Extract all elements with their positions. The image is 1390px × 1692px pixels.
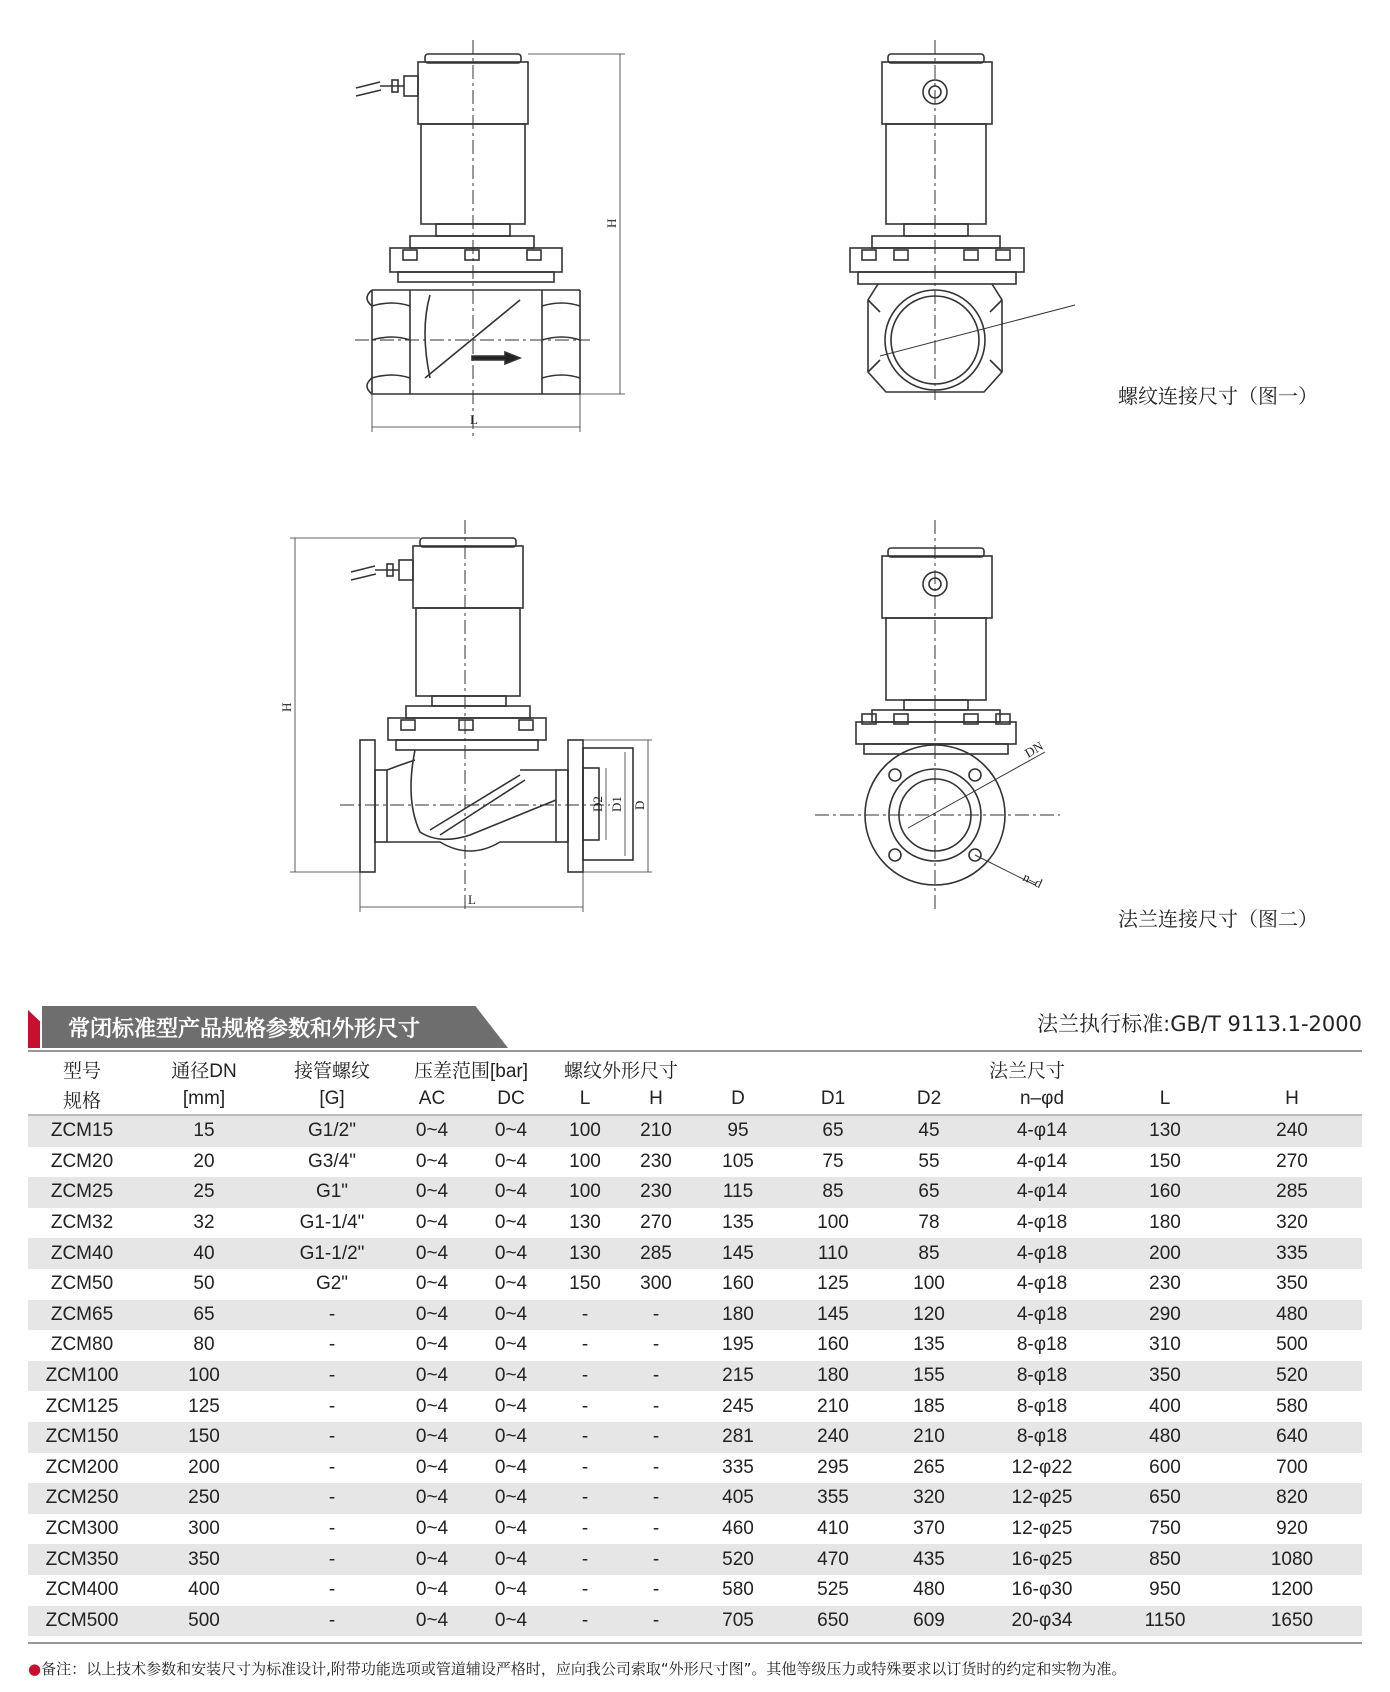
table-bottom-rule [28, 1642, 1362, 1644]
cell-model: ZCM150 [28, 1422, 136, 1453]
cell-d: 520 [692, 1544, 784, 1575]
cell-ac: 0~4 [392, 1606, 472, 1637]
cell-d1: 355 [784, 1483, 882, 1514]
cell-thread-l: - [581, 1334, 589, 1356]
cell-dc: 0~4 [472, 1361, 550, 1392]
cell-dn: 500 [136, 1606, 272, 1637]
cell-thread-h: - [620, 1300, 692, 1331]
table-row [28, 1483, 1362, 1514]
table-row [28, 1208, 1362, 1239]
cell-dc: 0~4 [494, 1456, 528, 1478]
cell-thread-l: - [550, 1361, 620, 1392]
cell-thread: - [272, 1422, 392, 1453]
cell-ac: 0~4 [392, 1115, 472, 1147]
cell-d2: 78 [918, 1212, 940, 1234]
cell-model: ZCM50 [50, 1273, 114, 1295]
dim-label-nd: n–d [1020, 869, 1045, 891]
cell-d2: 320 [882, 1483, 976, 1514]
cell-model: ZCM250 [28, 1483, 136, 1514]
cell-d: 281 [692, 1422, 784, 1453]
cell-thread-h: 270 [640, 1212, 672, 1234]
header-flange-l: L [1108, 1084, 1222, 1115]
cell-flange-l: 950 [1149, 1579, 1181, 1601]
cell-thread-l: - [550, 1606, 620, 1637]
cell-thread-l: - [581, 1579, 589, 1601]
flange-front-view [290, 520, 652, 912]
cell-flange-l: 180 [1149, 1212, 1181, 1234]
cell-d2: 609 [882, 1606, 976, 1637]
cell-flange-l: 850 [1108, 1544, 1222, 1575]
cell-nd: 12-φ25 [976, 1483, 1108, 1514]
cell-flange-h: 320 [1276, 1212, 1308, 1234]
cell-dc: 0~4 [472, 1115, 550, 1147]
cell-d: 580 [722, 1579, 754, 1601]
spec-table [28, 1054, 1362, 1636]
cell-thread: G1/2" [272, 1115, 392, 1147]
cell-d2: 55 [918, 1150, 940, 1172]
cell-dc: 0~4 [494, 1579, 528, 1601]
cell-model: ZCM200 [45, 1456, 119, 1478]
cell-model: ZCM400 [45, 1579, 119, 1601]
cell-d: 705 [692, 1606, 784, 1637]
cell-thread-l: - [581, 1456, 589, 1478]
cell-flange-l: 1150 [1108, 1606, 1222, 1637]
header-dn: 通径DN [171, 1060, 237, 1082]
cell-dc: 0~4 [472, 1606, 550, 1637]
cell-thread-h: - [620, 1544, 692, 1575]
cell-thread-h: - [652, 1579, 660, 1601]
cell-thread: - [328, 1334, 336, 1356]
cell-ac: 0~4 [392, 1238, 472, 1269]
cell-flange-h: 520 [1222, 1361, 1362, 1392]
cell-d1: 180 [784, 1361, 882, 1392]
cell-dn: 15 [136, 1115, 272, 1147]
cell-d1: 145 [784, 1300, 882, 1331]
cell-dc: 0~4 [494, 1273, 528, 1295]
cell-nd: 4-φ18 [976, 1300, 1108, 1331]
cell-thread-h: - [652, 1334, 660, 1356]
cell-d: 135 [722, 1212, 754, 1234]
cell-flange-l: 230 [1149, 1273, 1181, 1295]
cell-nd: 8-φ18 [1016, 1395, 1068, 1417]
cell-d: 460 [722, 1518, 754, 1540]
cell-nd: 12-φ25 [1011, 1518, 1073, 1540]
header-thread: 接管螺纹 [293, 1060, 370, 1082]
table-row [28, 1330, 1362, 1361]
cell-thread-h: - [620, 1361, 692, 1392]
cell-nd: 8-φ18 [976, 1361, 1108, 1392]
cell-d2: 265 [913, 1456, 945, 1478]
cell-dn: 65 [136, 1300, 272, 1331]
header-model: 型号 [62, 1060, 101, 1082]
footnote [28, 1658, 1126, 1679]
thread-front-view [355, 40, 625, 440]
cell-thread: G2" [315, 1273, 349, 1295]
table-row [28, 1115, 1362, 1147]
cell-d: 405 [692, 1483, 784, 1514]
cell-d2: 85 [882, 1238, 976, 1269]
cell-thread-h: - [620, 1606, 692, 1637]
cell-dn: 80 [193, 1334, 215, 1356]
cell-dc: 0~4 [494, 1212, 528, 1234]
cell-flange-h: 500 [1276, 1334, 1308, 1356]
cell-d2: 435 [882, 1544, 976, 1575]
cell-model: ZCM300 [45, 1518, 119, 1540]
cell-d1: 75 [822, 1150, 844, 1172]
cell-dc: 0~4 [472, 1238, 550, 1269]
cell-ac: 0~4 [392, 1483, 472, 1514]
cell-dc: 0~4 [472, 1177, 550, 1208]
dim-label-L-1: L [470, 412, 478, 427]
header-nd: n–φd [976, 1084, 1108, 1115]
cell-d1: 65 [784, 1115, 882, 1147]
cell-model: ZCM100 [28, 1361, 136, 1392]
cell-thread-l: - [550, 1300, 620, 1331]
cell-flange-h: 285 [1222, 1177, 1362, 1208]
cell-flange-l: 290 [1108, 1300, 1222, 1331]
cell-thread-l: 150 [569, 1273, 601, 1295]
thread-side-view [850, 40, 1075, 400]
cell-flange-h: 270 [1276, 1150, 1308, 1172]
cell-d: 115 [692, 1177, 784, 1208]
dim-label-D2: D2 [590, 796, 605, 812]
cell-flange-h: 1200 [1270, 1579, 1314, 1601]
cell-nd: 8-φ18 [1016, 1334, 1068, 1356]
cell-thread-l: - [550, 1544, 620, 1575]
cell-dn: 20 [193, 1150, 215, 1172]
cell-nd: 16-φ30 [1011, 1579, 1073, 1601]
cell-model: ZCM15 [28, 1115, 136, 1147]
header-ac: AC [392, 1084, 472, 1115]
cell-model: ZCM65 [28, 1300, 136, 1331]
cell-d1: 85 [784, 1177, 882, 1208]
cell-thread: - [272, 1483, 392, 1514]
cell-flange-h: 240 [1222, 1115, 1362, 1147]
table-row [28, 1361, 1362, 1392]
cell-d: 180 [692, 1300, 784, 1331]
cell-d: 215 [692, 1361, 784, 1392]
cell-flange-h: 1080 [1222, 1544, 1362, 1575]
cell-dn: 100 [136, 1361, 272, 1392]
cell-dn: 150 [136, 1422, 272, 1453]
section-title: 常闭标准型产品规格参数和外形尺寸 [68, 1017, 421, 1042]
cell-d2: 65 [882, 1177, 976, 1208]
cell-ac: 0~4 [415, 1456, 449, 1478]
cell-thread-h: 285 [620, 1238, 692, 1269]
cell-dn: 300 [188, 1518, 220, 1540]
table-row [28, 1575, 1362, 1606]
cell-dn: 200 [188, 1456, 220, 1478]
cell-dn: 350 [136, 1544, 272, 1575]
cell-flange-l: 600 [1149, 1456, 1181, 1478]
cell-thread-l: 100 [550, 1177, 620, 1208]
cell-d: 105 [722, 1150, 754, 1172]
cell-d: 195 [722, 1334, 754, 1356]
dim-label-D: D [632, 800, 647, 810]
cell-d: 335 [722, 1456, 754, 1478]
cell-thread-l: 130 [569, 1212, 601, 1234]
cell-model: ZCM80 [50, 1334, 114, 1356]
cell-model: ZCM20 [50, 1150, 114, 1172]
dim-label-H-1: H [604, 218, 619, 228]
dim-label-H-2: H [279, 702, 294, 712]
cell-d2: 480 [913, 1579, 945, 1601]
cell-thread-l: 130 [550, 1238, 620, 1269]
cell-ac: 0~4 [415, 1212, 449, 1234]
cell-dc: 0~4 [472, 1483, 550, 1514]
cell-d1: 110 [784, 1238, 882, 1269]
cell-thread-h: 210 [620, 1115, 692, 1147]
cell-ac: 0~4 [415, 1579, 449, 1601]
table-row [28, 1177, 1362, 1208]
cell-d1: 525 [817, 1579, 849, 1601]
cell-ac: 0~4 [415, 1150, 449, 1172]
cell-flange-l: 350 [1108, 1361, 1222, 1392]
section-banner [28, 1006, 508, 1048]
cell-dc: 0~4 [494, 1395, 528, 1417]
cell-d2: 370 [913, 1518, 945, 1540]
cell-dc: 0~4 [472, 1544, 550, 1575]
cell-d: 95 [692, 1115, 784, 1147]
table-row [28, 1300, 1362, 1331]
header-flange-h: H [1222, 1084, 1362, 1115]
cell-ac: 0~4 [415, 1273, 449, 1295]
cell-thread: G1-1/4" [299, 1212, 365, 1234]
header-model-sub: 规格 [28, 1084, 136, 1115]
cell-nd: 4-φ18 [976, 1238, 1108, 1269]
cell-model: ZCM40 [28, 1238, 136, 1269]
cell-thread-l: 100 [569, 1150, 601, 1172]
header-thread-l: L [550, 1084, 620, 1115]
table-row [28, 1391, 1362, 1422]
cell-thread-l: - [550, 1483, 620, 1514]
footnote-text: 备注：以上技术参数和安装尺寸为标准设计,附带功能选项或管道辅设严格时，应向我公司索取“外形尺寸图”。其他等级压力或特殊要求以订货时的约定和实物为准。 [41, 1660, 1127, 1678]
cell-thread: - [272, 1606, 392, 1637]
cell-nd: 16-φ25 [976, 1544, 1108, 1575]
cell-flange-l: 650 [1108, 1483, 1222, 1514]
cell-d1: 470 [784, 1544, 882, 1575]
cell-model: ZCM350 [28, 1544, 136, 1575]
cell-flange-h: 1650 [1222, 1606, 1362, 1637]
cell-dn: 50 [193, 1273, 215, 1295]
cell-dn: 400 [188, 1579, 220, 1601]
cell-ac: 0~4 [392, 1422, 472, 1453]
cell-thread-l: 100 [550, 1115, 620, 1147]
cell-d1: 210 [817, 1395, 849, 1417]
cell-thread-l: - [550, 1422, 620, 1453]
cell-dn: 125 [188, 1395, 220, 1417]
cell-thread: G1" [272, 1177, 392, 1208]
cell-thread-l: - [581, 1518, 589, 1540]
cell-thread-h: - [620, 1483, 692, 1514]
cell-thread: - [272, 1300, 392, 1331]
cell-flange-l: 310 [1149, 1334, 1181, 1356]
cell-ac: 0~4 [415, 1334, 449, 1356]
cell-flange-h: 700 [1276, 1456, 1308, 1478]
cell-flange-h: 350 [1276, 1273, 1308, 1295]
cell-flange-h: 580 [1276, 1395, 1308, 1417]
cell-ac: 0~4 [392, 1300, 472, 1331]
cell-thread-h: 230 [640, 1150, 672, 1172]
cell-d2: 100 [913, 1273, 945, 1295]
table-row [28, 1544, 1362, 1575]
cell-thread: - [328, 1395, 336, 1417]
cell-ac: 0~4 [415, 1518, 449, 1540]
cell-ac: 0~4 [392, 1177, 472, 1208]
cell-thread-h: 300 [640, 1273, 672, 1295]
table-row [28, 1238, 1362, 1269]
cell-nd: 4-φ14 [1016, 1150, 1068, 1172]
cell-thread-l: - [581, 1395, 589, 1417]
header-thread-unit: [G] [272, 1084, 392, 1115]
cell-thread-h: - [652, 1456, 660, 1478]
cell-dn: 25 [136, 1177, 272, 1208]
header-pressure: 压差范围[bar] [413, 1060, 529, 1082]
flange-caption: 法兰连接尺寸（图二） [1118, 907, 1318, 931]
cell-flange-l: 200 [1108, 1238, 1222, 1269]
cell-flange-l: 130 [1108, 1115, 1222, 1147]
cell-ac: 0~4 [392, 1544, 472, 1575]
header-flange-dims: 法兰尺寸 [988, 1060, 1065, 1082]
cell-nd: 4-φ18 [1016, 1273, 1068, 1295]
cell-thread: G3/4" [308, 1150, 356, 1172]
cell-thread-h: 230 [620, 1177, 692, 1208]
cell-d2: 120 [882, 1300, 976, 1331]
cell-flange-l: 160 [1108, 1177, 1222, 1208]
cell-flange-h: 920 [1276, 1518, 1308, 1540]
cell-d2: 155 [882, 1361, 976, 1392]
header-d2: D2 [882, 1084, 976, 1115]
header-thread-h: H [620, 1084, 692, 1115]
cell-dn: 32 [193, 1212, 215, 1234]
cell-flange-h: 480 [1222, 1300, 1362, 1331]
cell-nd: 12-φ22 [1011, 1456, 1073, 1478]
thread-caption: 螺纹连接尺寸（图一） [1118, 384, 1318, 408]
cell-d: 245 [722, 1395, 754, 1417]
cell-d1: 160 [817, 1334, 849, 1356]
header-dn-unit: [mm] [136, 1084, 272, 1115]
cell-thread: - [272, 1361, 392, 1392]
cell-model: ZCM25 [28, 1177, 136, 1208]
cell-nd: 20-φ34 [976, 1606, 1108, 1637]
cell-flange-h: 640 [1222, 1422, 1362, 1453]
cell-d1: 240 [784, 1422, 882, 1453]
cell-dn: 40 [136, 1238, 272, 1269]
cell-dc: 0~4 [494, 1150, 528, 1172]
table-top-rule [28, 1050, 1362, 1052]
cell-nd: 4-φ18 [1016, 1212, 1068, 1234]
cell-ac: 0~4 [415, 1395, 449, 1417]
cell-dc: 0~4 [494, 1334, 528, 1356]
cell-flange-h: 335 [1222, 1238, 1362, 1269]
table-row [28, 1453, 1362, 1484]
cell-d1: 410 [817, 1518, 849, 1540]
cell-d2: 135 [913, 1334, 945, 1356]
dim-label-DN: DN [1022, 738, 1046, 761]
flange-side-view [815, 520, 1060, 910]
dim-label-L-2: L [468, 892, 476, 907]
cell-thread-h: - [652, 1395, 660, 1417]
cell-nd: 8-φ18 [976, 1422, 1108, 1453]
cell-model: ZCM125 [45, 1395, 119, 1417]
table-row [28, 1422, 1362, 1453]
cell-dn: 250 [136, 1483, 272, 1514]
table-row [28, 1514, 1362, 1545]
cell-d2: 185 [913, 1395, 945, 1417]
cell-flange-l: 400 [1149, 1395, 1181, 1417]
cell-thread: - [328, 1579, 336, 1601]
cell-dc: 0~4 [494, 1518, 528, 1540]
flange-standard: 法兰执行标准:GB/T 9113.1-2000 [1037, 1012, 1362, 1036]
table-row [28, 1606, 1362, 1637]
cell-d1: 100 [817, 1212, 849, 1234]
bullet-icon: ● [28, 1660, 42, 1678]
header-dc: DC [472, 1084, 550, 1115]
cell-dc: 0~4 [472, 1422, 550, 1453]
cell-thread: G1-1/2" [272, 1238, 392, 1269]
cell-thread: - [272, 1544, 392, 1575]
cell-thread-h: - [652, 1518, 660, 1540]
header-d1: D1 [784, 1084, 882, 1115]
table-row [28, 1147, 1362, 1178]
cell-flange-l: 480 [1108, 1422, 1222, 1453]
cell-flange-h: 820 [1222, 1483, 1362, 1514]
cell-thread-h: - [620, 1422, 692, 1453]
cell-d: 145 [692, 1238, 784, 1269]
cell-d2: 210 [882, 1422, 976, 1453]
cell-ac: 0~4 [392, 1361, 472, 1392]
cell-flange-l: 750 [1149, 1518, 1181, 1540]
header-thread-dims: 螺纹外形尺寸 [563, 1060, 678, 1082]
cell-d2: 45 [882, 1115, 976, 1147]
cell-thread: - [328, 1456, 336, 1478]
header-d: D [692, 1084, 784, 1115]
table-row [28, 1269, 1362, 1300]
cell-nd: 4-φ14 [976, 1177, 1108, 1208]
cell-model: ZCM32 [50, 1212, 114, 1234]
cell-d1: 650 [784, 1606, 882, 1637]
spec-table-body [28, 1115, 1362, 1636]
cell-thread: - [328, 1518, 336, 1540]
cell-flange-l: 150 [1149, 1150, 1181, 1172]
dim-label-D1: D1 [609, 796, 624, 812]
banner-accent [28, 1010, 40, 1048]
cell-d1: 295 [817, 1456, 849, 1478]
cell-d1: 125 [817, 1273, 849, 1295]
cell-nd: 4-φ14 [976, 1115, 1108, 1147]
cell-model: ZCM500 [28, 1606, 136, 1637]
cell-dc: 0~4 [472, 1300, 550, 1331]
cell-d: 160 [722, 1273, 754, 1295]
